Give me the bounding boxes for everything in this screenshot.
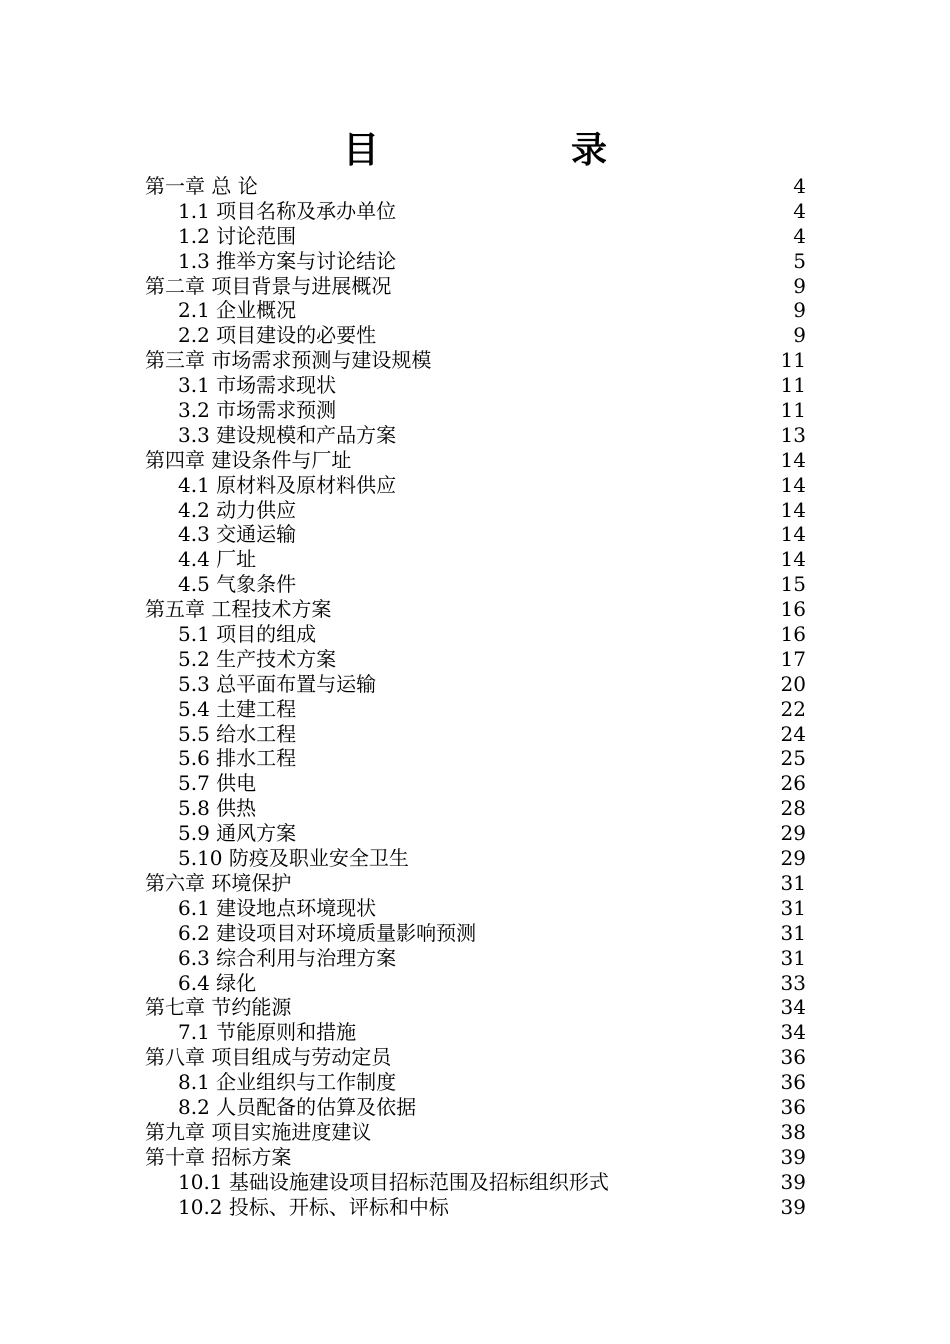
toc-chapter-entry[interactable] [145, 1120, 806, 1145]
toc-chapter-entry[interactable] [145, 174, 806, 199]
toc-page-number: 36 [780, 1045, 806, 1070]
toc-entry-text: 第五章 工程技术方案 [145, 597, 332, 622]
toc-entry-text: 第一章 总 论 [145, 174, 258, 198]
toc-section-entry[interactable] [145, 921, 806, 946]
toc-section-entry[interactable] [145, 1195, 806, 1220]
toc-page-number: 16 [780, 622, 806, 647]
toc-page-number: 4 [793, 223, 806, 248]
toc-page-number: 39 [780, 1144, 806, 1169]
toc-page-number: 25 [780, 746, 806, 771]
toc-entry-text: 5.10 防疫及职业安全卫生 [178, 846, 409, 871]
toc-page-number: 14 [780, 522, 806, 547]
toc-page-number: 9 [793, 273, 806, 298]
toc-chapter-entry[interactable] [145, 448, 806, 473]
toc-entry-text: 1.3 推举方案与讨论结论 [178, 248, 397, 273]
toc-entry-text: 7.1 节能原则和措施 [178, 1020, 357, 1045]
toc-section-entry[interactable] [145, 522, 806, 547]
toc-entry-text: 4.5 气象条件 [178, 572, 297, 597]
toc-section-entry[interactable] [145, 1170, 806, 1195]
toc-chapter-entry[interactable] [145, 1045, 806, 1070]
toc-section-entry[interactable] [145, 473, 806, 498]
toc-page-number: 11 [780, 348, 806, 373]
toc-chapter-entry[interactable] [145, 1145, 806, 1170]
toc-entry-text: 第三章 市场需求预测与建设规模 [145, 348, 432, 373]
toc-entry-text: 5.7 供电 [178, 771, 257, 796]
toc-entry-text: 5.6 排水工程 [178, 746, 297, 771]
toc-entry-text: 5.4 土建工程 [178, 696, 297, 721]
toc-entry-text: 5.1 项目的组成 [178, 622, 317, 647]
toc-section-entry[interactable] [145, 971, 806, 996]
toc-section-entry[interactable] [145, 547, 806, 572]
toc-entry-text: 5.8 供热 [178, 796, 257, 821]
toc-title: 目 录 [342, 129, 685, 171]
toc-entry-text: 8.2 人员配备的估算及依据 [178, 1094, 417, 1119]
toc-page-number: 15 [780, 572, 806, 597]
toc-section-entry[interactable] [145, 672, 806, 697]
toc-page-number: 20 [780, 671, 806, 696]
toc-page-number: 26 [780, 771, 806, 796]
toc-section-entry[interactable] [145, 647, 806, 672]
toc-page-number: 17 [780, 646, 806, 671]
toc-entry-text: 6.1 建设地点环境现状 [178, 895, 377, 920]
toc-section-entry[interactable] [145, 622, 806, 647]
toc-entry-text: 5.5 给水工程 [178, 721, 297, 746]
toc-entry-text: 第六章 环境保护 [145, 870, 292, 895]
toc-entry-text: 2.1 企业概况 [178, 298, 297, 323]
toc-page-number: 4 [793, 198, 806, 223]
toc-page-number: 29 [780, 821, 806, 846]
toc-page-number: 34 [780, 995, 806, 1020]
toc-page-number: 28 [780, 796, 806, 821]
toc-page-number: 31 [780, 945, 806, 970]
toc-section-entry[interactable] [145, 896, 806, 921]
toc-section-entry[interactable] [145, 746, 806, 771]
toc-section-entry[interactable] [145, 373, 806, 398]
toc-entry-text: 4.3 交通运输 [178, 522, 297, 547]
toc-section-entry[interactable] [145, 1095, 806, 1120]
toc-page-number: 31 [780, 920, 806, 945]
toc-section-entry[interactable] [145, 946, 806, 971]
toc-entry-text: 4.4 厂址 [178, 547, 257, 572]
toc-entry-text: 3.2 市场需求预测 [178, 398, 337, 423]
toc-entry-text: 5.3 总平面布置与运输 [178, 671, 377, 696]
toc-page-number: 39 [780, 1169, 806, 1194]
toc-entry-text: 第四章 建设条件与厂址 [145, 447, 352, 472]
toc-section-entry[interactable] [145, 199, 806, 224]
toc-list [145, 174, 806, 1219]
toc-page-number: 4 [793, 174, 806, 198]
toc-page-number: 9 [793, 323, 806, 348]
toc-page-number: 16 [780, 597, 806, 622]
toc-section-entry[interactable] [145, 398, 806, 423]
toc-page-number: 36 [780, 1094, 806, 1119]
toc-section-entry[interactable] [145, 1020, 806, 1045]
toc-section-entry[interactable] [145, 572, 806, 597]
toc-entry-text: 5.2 生产技术方案 [178, 646, 337, 671]
toc-entry-text: 第二章 项目背景与进展概况 [145, 273, 392, 298]
toc-page-number: 11 [780, 373, 806, 398]
toc-entry-text: 1.2 讨论范围 [178, 223, 297, 248]
toc-page-number: 5 [793, 248, 806, 273]
toc-entry-text: 6.4 绿化 [178, 970, 257, 995]
toc-entry-text: 4.2 动力供应 [178, 497, 297, 522]
toc-entry-text: 4.1 原材料及原材料供应 [178, 472, 397, 497]
toc-entry-text: 第八章 项目组成与劳动定员 [145, 1045, 392, 1070]
toc-section-entry[interactable] [145, 697, 806, 722]
toc-entry-text: 2.2 项目建设的必要性 [178, 323, 377, 348]
toc-entry-text: 3.1 市场需求现状 [178, 373, 337, 398]
toc-page-number: 14 [780, 497, 806, 522]
toc-page-number: 34 [780, 1020, 806, 1045]
toc-section-entry[interactable] [145, 846, 806, 871]
toc-page-number: 11 [780, 398, 806, 423]
toc-section-entry[interactable] [145, 249, 806, 274]
toc-entry-text: 第七章 节约能源 [145, 995, 292, 1020]
toc-chapter-entry[interactable] [145, 995, 806, 1020]
toc-entry-text: 5.9 通风方案 [178, 821, 297, 846]
toc-page-number: 14 [780, 547, 806, 572]
toc-section-entry[interactable] [145, 1070, 806, 1095]
toc-page-number: 14 [780, 472, 806, 497]
toc-section-entry[interactable] [145, 771, 806, 796]
toc-page-number: 31 [780, 895, 806, 920]
toc-page-number: 29 [780, 846, 806, 871]
toc-entry-text: 10.2 投标、开标、评标和中标 [178, 1194, 449, 1219]
toc-chapter-entry[interactable] [145, 274, 806, 299]
toc-page-number: 36 [780, 1070, 806, 1095]
toc-section-entry[interactable] [145, 821, 806, 846]
toc-section-entry[interactable] [145, 498, 806, 523]
toc-chapter-entry[interactable] [145, 597, 806, 622]
toc-page-number: 22 [780, 696, 806, 721]
toc-page-number: 31 [780, 870, 806, 895]
toc-entry-text: 10.1 基础设施建设项目招标范围及招标组织形式 [178, 1169, 609, 1194]
toc-page-number: 13 [780, 422, 806, 447]
toc-entry-text: 8.1 企业组织与工作制度 [178, 1070, 397, 1095]
toc-entry-text: 第九章 项目实施进度建议 [145, 1119, 372, 1144]
toc-section-entry[interactable] [145, 298, 806, 323]
toc-page-number: 38 [780, 1119, 806, 1144]
toc-section-entry[interactable] [145, 722, 806, 747]
toc-entry-text: 1.1 项目名称及承办单位 [178, 198, 397, 223]
toc-entry-text: 6.3 综合利用与治理方案 [178, 945, 397, 970]
toc-page-number: 9 [793, 298, 806, 323]
toc-section-entry[interactable] [145, 224, 806, 249]
toc-section-entry[interactable] [145, 423, 806, 448]
toc-page-number: 24 [780, 721, 806, 746]
toc-page-number: 14 [780, 447, 806, 472]
toc-entry-text: 3.3 建设规模和产品方案 [178, 422, 397, 447]
toc-page-number: 39 [780, 1194, 806, 1219]
toc-page-number: 33 [780, 970, 806, 995]
toc-chapter-entry[interactable] [145, 871, 806, 896]
toc-entry-text: 第十章 招标方案 [145, 1144, 292, 1169]
toc-entry-text: 6.2 建设项目对环境质量影响预测 [178, 920, 477, 945]
toc-section-entry[interactable] [145, 323, 806, 348]
toc-section-entry[interactable] [145, 796, 806, 821]
toc-chapter-entry[interactable] [145, 348, 806, 373]
